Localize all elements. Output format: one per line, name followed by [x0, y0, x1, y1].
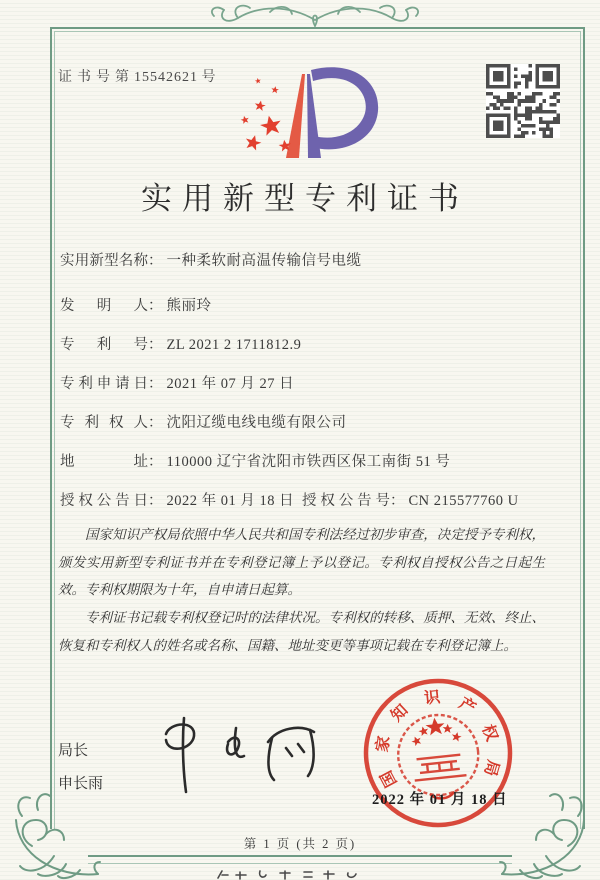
seal-ring-char: 产 — [455, 694, 478, 718]
field-row-filing-date: 专利申请日： 2021 年 07 月 27 日 — [60, 372, 560, 411]
field-label: 地址 — [60, 454, 148, 470]
certificate-number-prefix: 证书号第 — [58, 70, 134, 85]
field-value: 熊丽玲 — [166, 298, 212, 314]
signer-title: 局长 — [58, 743, 89, 759]
field-label: 专利申请日 — [60, 376, 148, 392]
seal-ring-char: 国 — [378, 767, 401, 790]
field-label: 专利权人 — [60, 415, 148, 431]
director-signature — [148, 712, 343, 800]
legal-paragraph-1: 国家知识产权局依照中华人民共和国专利法经过初步审查，决定授予专利权，颁发实用新型专利证书并在专利登记簿上予以登记。专利权自授权公告之日起生效。专利权期限为十年，自申请日起算。 — [58, 527, 545, 598]
seal-ring-char: 知 — [388, 701, 412, 725]
field-label: 专利号 — [60, 337, 148, 353]
signer-name: 申长雨 — [58, 776, 104, 792]
grant-publication-no: 授权公告号： CN 215577760 U — [302, 489, 519, 510]
field-value: 一种柔软耐高温传输信号电缆 — [166, 253, 362, 269]
certificate-title: 实用新型专利证书 — [141, 181, 469, 216]
field-value: 2022 年 01 月 18 日 — [166, 493, 295, 509]
certificate-number — [58, 66, 216, 86]
field-row-address: 地址： 110000 辽宁省沈阳市铁西区保工南街 51 号 — [60, 450, 560, 489]
bottom-rule — [88, 855, 512, 864]
field-label: 实用新型名称 — [60, 253, 148, 269]
field-row-name: 实用新型名称： 一种柔软耐高温传输信号电缆 — [60, 249, 560, 294]
field-value: ZL 2021 2 1711812.9 — [166, 337, 302, 353]
field-row-patentee: 专利权人： 沈阳辽缆电线电缆有限公司 — [60, 411, 560, 450]
seal-ring-char: 权 — [478, 722, 501, 744]
seal-ring-char: 识 — [423, 689, 442, 708]
field-value: CN 215577760 U — [408, 493, 519, 509]
legal-text-block — [58, 521, 545, 659]
cut-off-text-fragment — [212, 869, 362, 880]
cnipa-official-seal — [352, 667, 523, 838]
field-label: 发明人 — [60, 298, 148, 314]
field-value: 2021 年 07 月 27 日 — [166, 376, 295, 392]
cnipa-logo-icon — [233, 60, 385, 166]
seal-date: 2022 年 01 月 18 日 — [372, 792, 508, 808]
field-value: 沈阳辽缆电线电缆有限公司 — [166, 415, 347, 431]
field-row-inventor: 发明人： 熊丽玲 — [60, 294, 560, 333]
legal-paragraph-2: 专利证书记载专利权登记时的法律状况。专利权的转移、质押、无效、终止、恢复和专利权人的姓名或名称、国籍、地址变更等事项记载在专利登记簿上。 — [58, 610, 545, 653]
seal-ring-char: 家 — [374, 734, 394, 754]
seal-ring-char: 局 — [480, 758, 502, 779]
field-row-patent-no: 专利号： ZL 2021 2 1711812.9 — [60, 333, 560, 372]
field-value: 110000 辽宁省沈阳市铁西区保工南街 51 号 — [166, 454, 451, 470]
field-label: 授权公告号 — [302, 493, 390, 509]
certificate-number-value: 15542621 — [134, 70, 198, 85]
page-number: 第 1 页 (共 2 页) — [243, 837, 357, 851]
fields-block — [60, 249, 560, 528]
certificate-number-suffix: 号 — [201, 70, 216, 85]
qr-code — [486, 64, 560, 138]
field-row-grant: 授权公告日： 2022 年 01 月 18 日 授权公告号： CN 215577760 U — [60, 489, 560, 528]
field-label: 授权公告日 — [60, 493, 148, 509]
signer-block — [58, 735, 103, 801]
